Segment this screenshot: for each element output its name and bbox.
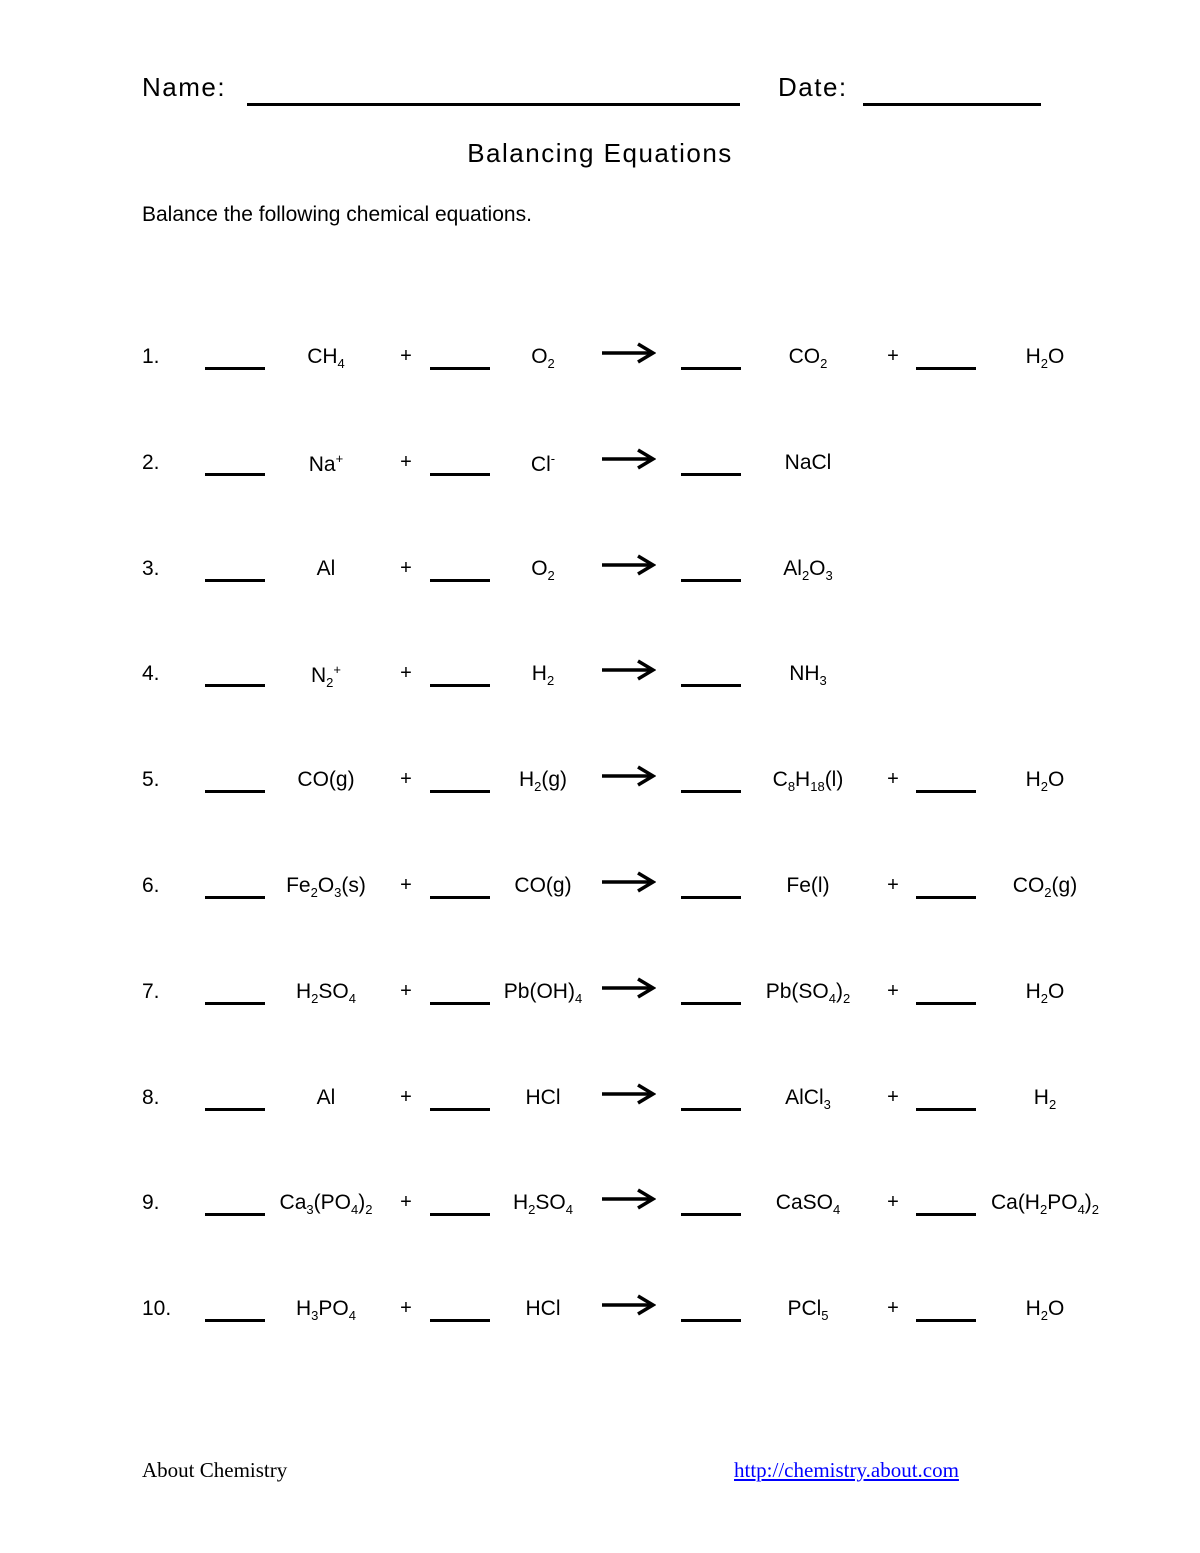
reactant-2: HCl — [525, 1297, 561, 1321]
reactant-1: Al — [316, 1085, 336, 1109]
plus-sign: + — [400, 662, 412, 685]
reaction-arrow-icon — [600, 447, 656, 471]
reaction-arrow-icon — [600, 1293, 656, 1317]
plus-sign: + — [400, 556, 412, 579]
date-label: Date: — [778, 72, 848, 102]
reactant-2: HCl — [525, 1085, 561, 1109]
reaction-arrow-icon — [600, 341, 656, 365]
plus-sign: + — [887, 1085, 899, 1108]
reactant-2: Cl- — [530, 450, 556, 476]
product-1: $Pb(SO_4)_2$ — [765, 979, 851, 1006]
product-1: NaCl — [784, 450, 832, 474]
instructions: Balance the following chemical equations. — [142, 203, 532, 226]
product-1: AlCl$_3$ — [785, 1085, 831, 1112]
product-1: $CO_2$ — [788, 345, 828, 372]
equation-row — [0, 972, 1200, 1012]
product-2: $H_2O$ — [1025, 768, 1065, 795]
equation-row — [0, 443, 1200, 483]
reactant-2: $H_2(g)$ — [518, 768, 568, 795]
reactant-1: $CH_4$ — [307, 345, 345, 372]
equation-row — [0, 654, 1200, 694]
name-label: Name: — [142, 72, 227, 102]
product-2: $H_2O$ — [1025, 979, 1065, 1006]
name-field[interactable] — [247, 103, 740, 106]
reactant-1: Al — [316, 556, 336, 580]
equation-row — [0, 1183, 1200, 1223]
plus-sign: + — [400, 874, 412, 896]
reactant-2: CO(g) — [514, 874, 572, 897]
product-1: $C_8H_{18}(l)$ — [772, 768, 844, 795]
equation-number: 5. — [142, 768, 160, 792]
plus-sign: + — [400, 1085, 412, 1108]
reactant-1: $Fe_2O_3(s)$ — [286, 874, 366, 901]
reactant-2: $O_2$ — [531, 556, 555, 583]
equation-number: 2. — [142, 450, 160, 474]
equation-number: 4. — [142, 662, 160, 686]
reaction-arrow-icon — [600, 764, 656, 788]
reactant-2: $H_2SO_4$ — [513, 1191, 573, 1218]
product-2: $Ca(H_2PO_4)_2$ — [990, 1191, 1100, 1218]
page-title: Balancing Equations — [467, 138, 733, 168]
equation-row — [0, 866, 1200, 906]
plus-sign: + — [400, 768, 412, 791]
equation-row — [0, 549, 1200, 589]
product-1: $NH_3$ — [789, 662, 827, 689]
equation-number: 3. — [142, 556, 160, 580]
equation-number: 6. — [142, 874, 160, 897]
equation-number: 7. — [142, 979, 160, 1003]
reactant-1: Na+ — [308, 450, 344, 476]
plus-sign: + — [887, 979, 899, 1002]
equation-row — [0, 760, 1200, 800]
reactant-1: $H_3PO_4$ — [296, 1297, 356, 1324]
plus-sign: + — [400, 1297, 412, 1320]
equation-number: 8. — [142, 1085, 160, 1109]
equation-number: 9. — [142, 1191, 160, 1215]
reaction-arrow-icon — [600, 658, 656, 682]
equation-row — [0, 1078, 1200, 1118]
reactant-2: $O_2$ — [531, 345, 555, 372]
product-1: PCl$_5$ — [787, 1297, 829, 1324]
plus-sign: + — [400, 1191, 412, 1214]
plus-sign: + — [887, 1297, 899, 1320]
product-2: $H_2$ — [1033, 1085, 1057, 1112]
reactant-2: $H_2$ — [531, 662, 555, 689]
reaction-arrow-icon — [600, 870, 656, 894]
equation-row — [0, 337, 1200, 377]
product-2: $H_2O$ — [1025, 1297, 1065, 1324]
plus-sign: + — [887, 1191, 899, 1214]
product-1: $Al_2O_3$ — [783, 556, 833, 583]
equation-row — [0, 1289, 1200, 1329]
footer-link[interactable]: http://chemistry.about.com — [734, 1458, 959, 1482]
reaction-arrow-icon — [600, 1187, 656, 1211]
reactant-1: $H_2SO_4$ — [296, 979, 356, 1006]
plus-sign: + — [887, 768, 899, 791]
product-2: $CO_2(g)$ — [1012, 874, 1078, 901]
plus-sign: + — [400, 345, 412, 367]
product-2: $H_2O$ — [1025, 345, 1065, 372]
plus-sign: + — [887, 345, 899, 367]
equation-number: 1. — [142, 345, 160, 368]
footer-source: About Chemistry — [142, 1458, 288, 1482]
reactant-1: CO(g) — [297, 768, 355, 792]
reactant-1: $N_2^+$ — [311, 662, 341, 691]
plus-sign: + — [400, 450, 412, 473]
date-field[interactable] — [863, 103, 1041, 106]
reaction-arrow-icon — [600, 553, 656, 577]
product-1: CaSO$_4$ — [775, 1191, 841, 1218]
plus-sign: + — [400, 979, 412, 1002]
reaction-arrow-icon — [600, 976, 656, 1000]
equation-number: 10. — [142, 1297, 172, 1321]
plus-sign: + — [887, 874, 899, 896]
product-1: Fe(l) — [786, 874, 830, 897]
reaction-arrow-icon — [600, 1082, 656, 1106]
reactant-1: $Ca_3(PO_4)_2$ — [279, 1191, 373, 1218]
reactant-2: $Pb(OH)_4$ — [503, 979, 583, 1006]
